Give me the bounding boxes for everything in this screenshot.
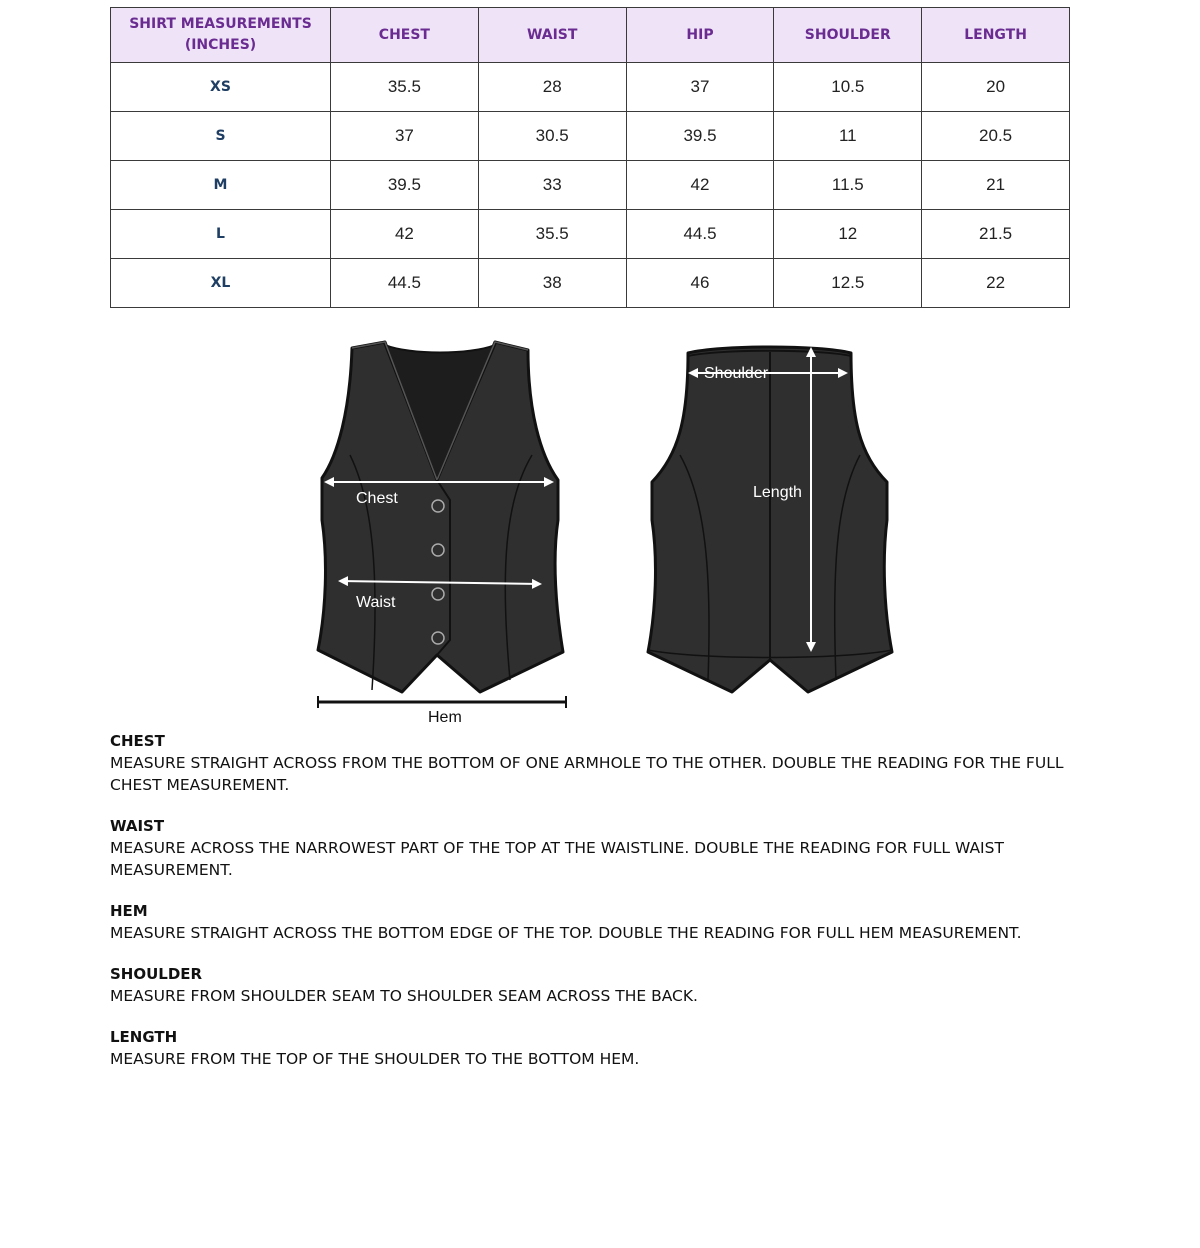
hip-cell: 39.5 (626, 112, 774, 161)
instruction-text: MEASURE FROM THE TOP OF THE SHOULDER TO THE BOTTOM HEM. (110, 1050, 640, 1068)
chest-cell: 39.5 (331, 161, 479, 210)
shoulder-cell: 12.5 (774, 259, 922, 308)
shoulder-cell: 11.5 (774, 161, 922, 210)
waist-label: Waist (356, 594, 396, 611)
button-icon (432, 632, 444, 644)
header-waist: WAIST (478, 8, 626, 63)
instruction-length (110, 1027, 1110, 1070)
instruction-title: LENGTH (110, 1028, 178, 1046)
button-icon (432, 544, 444, 556)
button-icon (432, 500, 444, 512)
header-hip: HIP (626, 8, 774, 63)
length-label: Length (753, 484, 802, 501)
hip-cell: 44.5 (626, 210, 774, 259)
instruction-text: MEASURE ACROSS THE NARROWEST PART OF THE TOP AT THE WAISTLINE. DOUBLE THE READING FOR FULL WAIST MEASUREMENT. (110, 839, 1004, 879)
shoulder-cell: 11 (774, 112, 922, 161)
instruction-text: MEASURE STRAIGHT ACROSS THE BOTTOM EDGE OF THE TOP. DOUBLE THE READING FOR FULL HEM MEASUREMENT. (110, 924, 1022, 942)
shoulder-cell: 12 (774, 210, 922, 259)
shoulder-cell: 10.5 (774, 63, 922, 112)
size-cell: XS (111, 63, 331, 112)
instruction-text: MEASURE STRAIGHT ACROSS FROM THE BOTTOM OF ONE ARMHOLE TO THE OTHER. DOUBLE THE READING FOR THE FULL CHEST MEASUREMENT. (110, 754, 1064, 794)
length-cell: 22 (922, 259, 1070, 308)
header-shoulder: SHOULDER (774, 8, 922, 63)
hem-measure (318, 696, 566, 726)
chest-cell: 44.5 (331, 259, 479, 308)
chest-cell: 35.5 (331, 63, 479, 112)
measurement-instructions (110, 731, 1110, 1090)
size-cell: L (111, 210, 331, 259)
header-measurements: SHIRT MEASUREMENTS (INCHES) (111, 8, 331, 63)
instruction-text: MEASURE FROM SHOULDER SEAM TO SHOULDER SEAM ACROSS THE BACK. (110, 987, 698, 1005)
waist-cell: 33 (478, 161, 626, 210)
waist-cell: 38 (478, 259, 626, 308)
chest-cell: 42 (331, 210, 479, 259)
waist-cell: 30.5 (478, 112, 626, 161)
length-cell: 20.5 (922, 112, 1070, 161)
instruction-shoulder (110, 964, 1110, 1007)
instruction-title: CHEST (110, 732, 165, 750)
front-vest-illustration (318, 342, 563, 692)
waist-cell: 28 (478, 63, 626, 112)
length-cell: 21 (922, 161, 1070, 210)
back-vest-illustration (648, 347, 892, 692)
shoulder-label: Shoulder (704, 365, 769, 382)
length-cell: 21.5 (922, 210, 1070, 259)
chest-label: Chest (356, 490, 398, 507)
hip-cell: 37 (626, 63, 774, 112)
instruction-title: SHOULDER (110, 965, 203, 983)
header-chest: CHEST (331, 8, 479, 63)
size-cell: XL (111, 259, 331, 308)
size-cell: M (111, 161, 331, 210)
size-cell: S (111, 112, 331, 161)
instruction-hem (110, 901, 1110, 944)
hip-cell: 46 (626, 259, 774, 308)
hip-cell: 42 (626, 161, 774, 210)
instruction-waist (110, 816, 1110, 881)
chest-cell: 37 (331, 112, 479, 161)
instruction-title: HEM (110, 902, 148, 920)
button-icon (432, 588, 444, 600)
waist-cell: 35.5 (478, 210, 626, 259)
header-length: LENGTH (922, 8, 1070, 63)
instruction-chest (110, 731, 1110, 796)
hem-label: Hem (428, 709, 462, 726)
length-cell: 20 (922, 63, 1070, 112)
instruction-title: WAIST (110, 817, 165, 835)
